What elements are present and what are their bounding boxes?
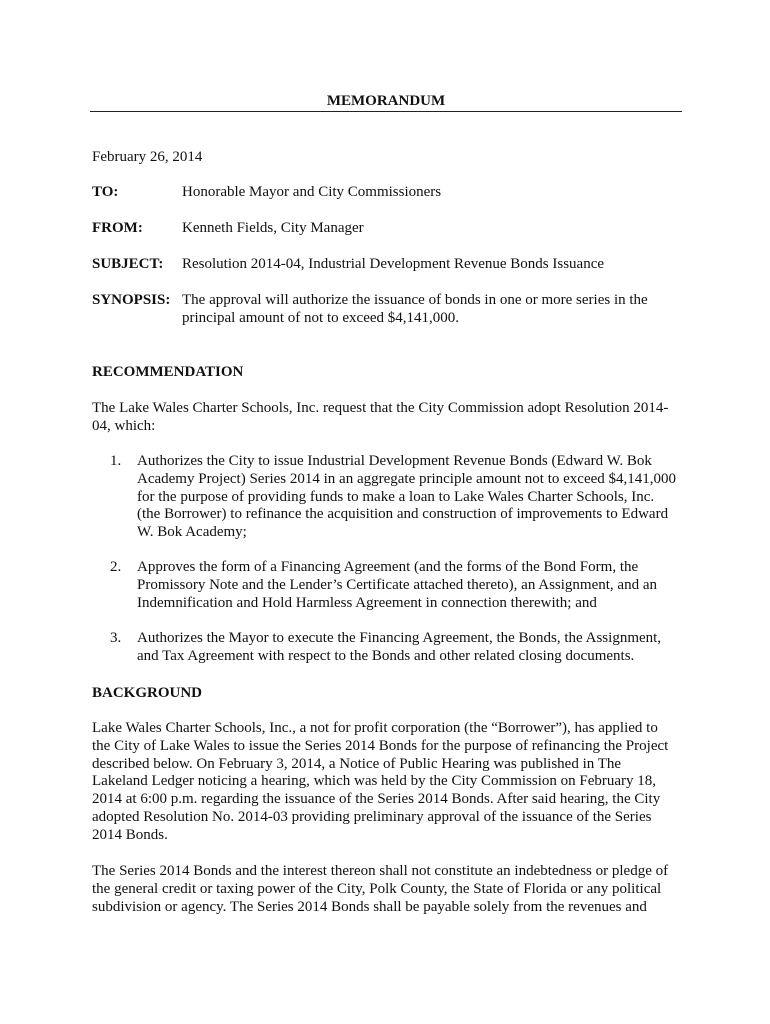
subject-label: SUBJECT: (92, 256, 164, 272)
synopsis-line: The approval will authorize the issuance of bonds in one or more series in the (182, 292, 648, 308)
title-divider (90, 111, 682, 112)
list-item-line: and Tax Agreement with respect to the Bonds and other related closing documents. (137, 647, 635, 664)
paragraph-line: the City of Lake Wales to issue the Series 2014 Bonds for the purpose of refinancing the Project (92, 737, 669, 754)
list-item-number: 1. (110, 453, 122, 469)
paragraph-line: adopted Resolution No. 2014-03 providing preliminary approval of the issuance of the Series (92, 808, 652, 825)
list-item-number: 2. (110, 559, 122, 575)
paragraph-line: described below. On February 3, 2014, a Notice of Public Hearing was published in The (92, 755, 622, 772)
synopsis-label: SYNOPSIS: (92, 292, 171, 308)
recommendation-heading: RECOMMENDATION (92, 364, 244, 380)
synopsis-line: principal amount of not to exceed $4,141,000. (182, 309, 460, 326)
list-item-line: (the Borrower) to refinance the acquisition and construction of improvements to Edward (137, 506, 669, 523)
synopsis-value (182, 292, 682, 328)
subject-value: Resolution 2014-04, Industrial Development Revenue Bonds Issuance (182, 256, 605, 272)
paragraph-line: Lake Wales Charter Schools, Inc., a not for profit corporation (the “Borrower”), has applied to (92, 720, 658, 736)
list-item-line: Authorizes the Mayor to execute the Financing Agreement, the Bonds, the Assignment, (137, 630, 662, 646)
paragraph-line: The Lake Wales Charter Schools, Inc. request that the City Commission adopt Resolution 2014- (92, 400, 669, 416)
background-heading: BACKGROUND (92, 685, 203, 701)
page-title: MEMORANDUM (326, 93, 446, 109)
list-item-line: Promissory Note and the Lender’s Certificate attached thereto), an Assignment, and an (137, 576, 657, 593)
list-item-line: Authorizes the City to issue Industrial Development Revenue Bonds (Edward W. Bok (137, 453, 652, 469)
list-item-line: Approves the form of a Financing Agreement (and the forms of the Bond Form, the (137, 559, 639, 575)
paragraph-line: subdivision or agency. The Series 2014 Bonds shall be payable solely from the revenues and (92, 898, 647, 915)
list-item-line: W. Bok Academy; (137, 524, 247, 541)
to-label: TO: (92, 184, 119, 200)
to-value: Honorable Mayor and City Commissioners (182, 184, 442, 200)
list-item-line: Academy Project) Series 2014 in an aggregate principle amount not to exceed $4,141,000 (137, 470, 677, 487)
list-item-number: 3. (110, 630, 122, 646)
paragraph-line: 2014 Bonds. (92, 826, 168, 843)
list-item-line: Indemnification and Hold Harmless Agreement in connection therewith; and (137, 594, 597, 611)
paragraph-line: Lakeland Ledger noticing a hearing, which was held by the City Commission on February 18, (92, 773, 657, 790)
memo-date: February 26, 2014 (92, 149, 203, 165)
from-label: FROM: (92, 220, 143, 236)
from-value: Kenneth Fields, City Manager (182, 220, 364, 236)
list-item-text (137, 453, 682, 542)
paragraph-line: 2014 at 6:00 p.m. regarding the issuance of the Series 2014 Bonds. After said hearing, the City (92, 791, 661, 808)
background-paragraph-1 (92, 720, 682, 845)
paragraph-line: The Series 2014 Bonds and the interest thereon shall not constitute an indebtedness or pledge of (92, 863, 669, 879)
recommendation-intro (92, 400, 682, 436)
list-item-text (137, 630, 682, 666)
list-item-line: for the purpose of providing funds to make a loan to Lake Wales Charter Schools, Inc. (137, 488, 655, 505)
background-paragraph-2 (92, 863, 682, 916)
paragraph-line: 04, which: (92, 417, 156, 434)
paragraph-line: the general credit or taxing power of the City, Polk County, the State of Florida or any political (92, 880, 662, 897)
list-item-text (137, 559, 682, 612)
